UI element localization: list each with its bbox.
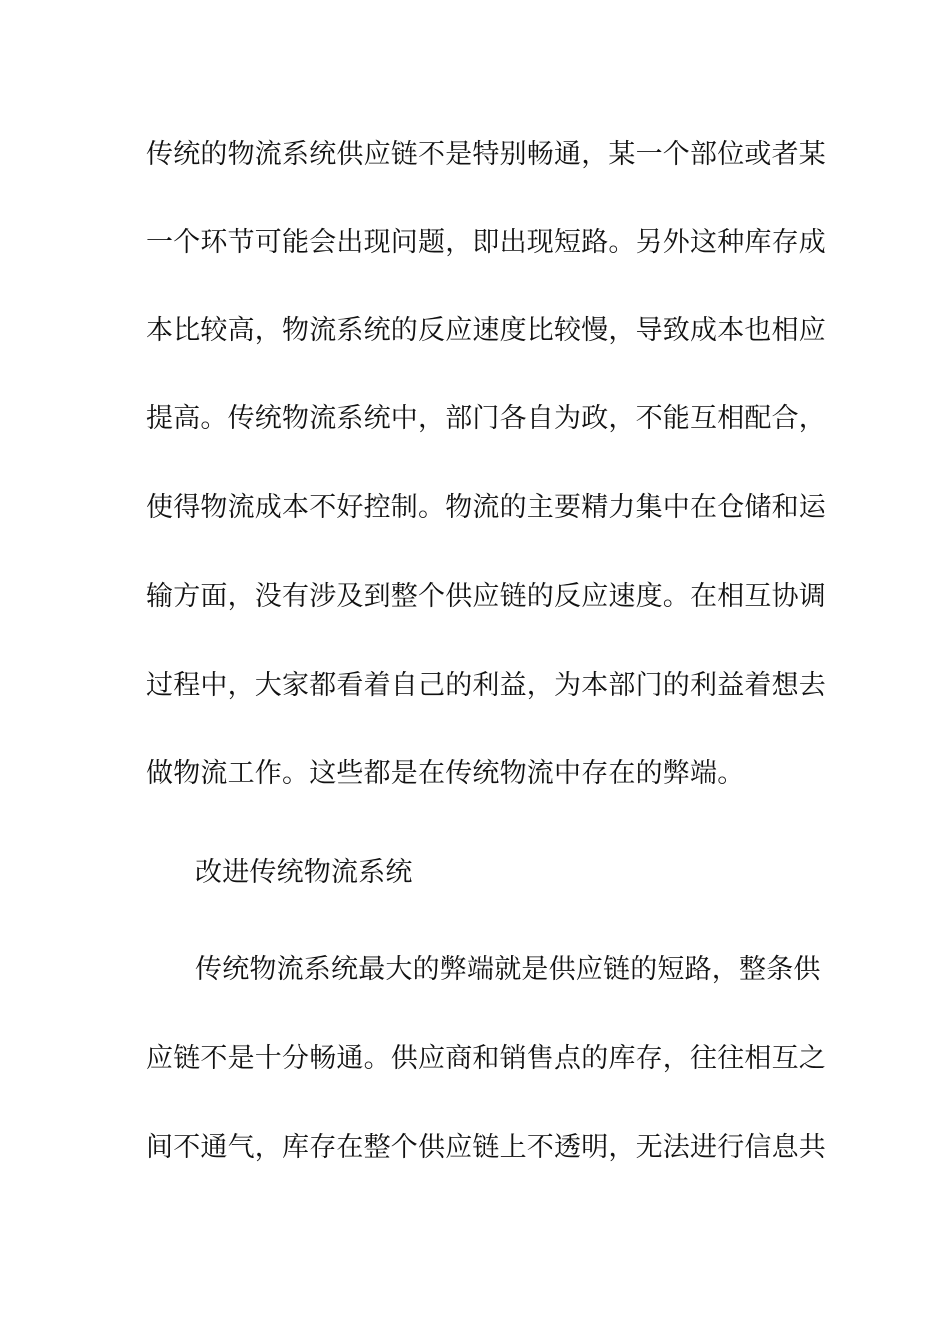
- paragraph-1-line-8: 做物流工作。这些都是在传统物流中存在的弊端。: [146, 758, 745, 789]
- paragraph-2-line-1: 传统物流系统最大的弊端就是供应链的短路，整条供: [195, 954, 821, 985]
- paragraph-2-line-2: 应链不是十分畅通。供应商和销售点的库存，往往相互之: [146, 1043, 826, 1074]
- paragraph-1-line-3: 本比较高，物流系统的反应速度比较慢，导致成本也相应: [146, 315, 826, 346]
- paragraph-1-line-6: 输方面，没有涉及到整个供应链的反应速度。在相互协调: [146, 581, 826, 612]
- paragraph-1-line-1: 传统的物流系统供应链不是特别畅通，某一个部位或者某: [146, 139, 826, 170]
- paragraph-1-line-7: 过程中，大家都看着自己的利益，为本部门的利益着想去: [146, 670, 826, 701]
- section-heading: 改进传统物流系统: [195, 857, 413, 888]
- paragraph-1-line-4: 提高。传统物流系统中，部门各自为政，不能互相配合，: [146, 403, 826, 434]
- paragraph-1-line-2: 一个环节可能会出现问题，即出现短路。另外这种库存成: [146, 227, 826, 258]
- paragraph-1-line-5: 使得物流成本不好控制。物流的主要精力集中在仓储和运: [146, 492, 826, 523]
- paragraph-2-line-3: 间不通气，库存在整个供应链上不透明，无法进行信息共: [146, 1132, 826, 1163]
